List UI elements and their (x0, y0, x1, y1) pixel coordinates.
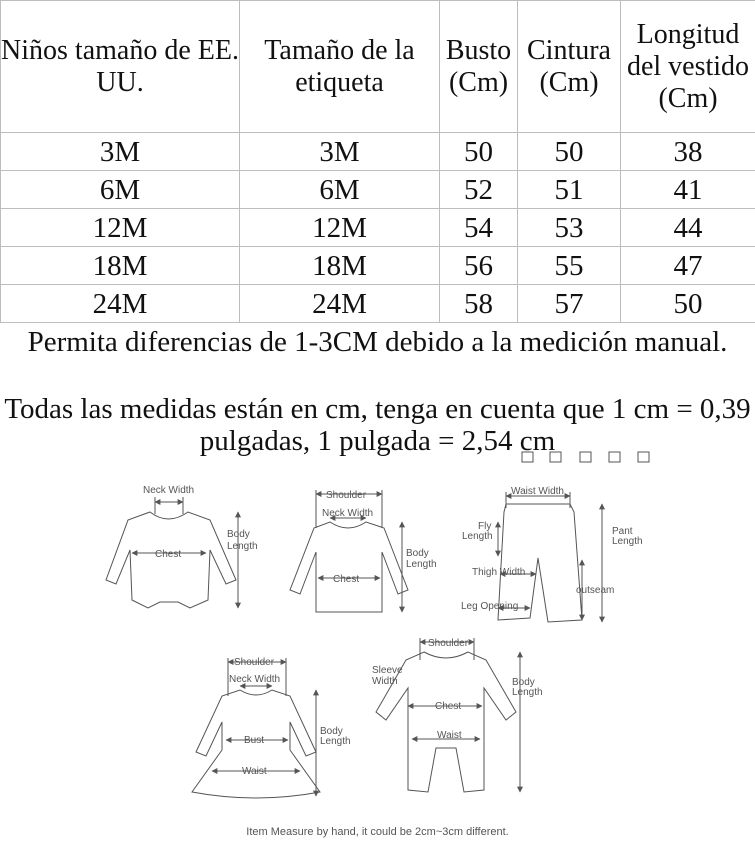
header-bust: Busto (Cm) (440, 1, 518, 133)
bodysuit-neck-width-label: Neck Width (143, 485, 195, 496)
pants-pant-length-label: Pant (612, 526, 633, 537)
dress-neck-width-label: Neck Width (229, 674, 281, 685)
pants-thigh-width-label: Thigh Width (472, 567, 526, 578)
cell-label-size: 18M (240, 247, 440, 285)
romper-waist-label: Waist (437, 730, 462, 741)
cell-waist: 51 (518, 171, 621, 209)
tolerance-note: Permita diferencias de 1-3CM debido a la medición manual. (27, 326, 728, 358)
shirt-body-length-label: Body (406, 548, 429, 559)
dress-body-length-label: Body (320, 726, 343, 737)
cell-us-size: 12M (1, 209, 240, 247)
dress-bust-label: Bust (244, 735, 265, 746)
table-row (1, 285, 755, 323)
cell-bust: 54 (440, 209, 518, 247)
pants-waist-width-label: Waist Width (511, 486, 564, 497)
pants-outseam-label: outseam (576, 585, 615, 596)
shirt-body-length-label: Length (406, 559, 437, 570)
pants-pant-length-label: Length (612, 536, 643, 547)
cell-label-size: 24M (240, 285, 440, 323)
pants-fly-length-label: Fly (478, 521, 492, 532)
bodysuit-chest-label: Chest (155, 549, 182, 560)
bodysuit-body-length-label: Length (227, 541, 258, 552)
cell-label-size: 12M (240, 209, 440, 247)
cell-waist: 57 (518, 285, 621, 323)
shirt-chest-label: Chest (333, 574, 360, 585)
header-waist: Cintura (Cm) (518, 1, 621, 133)
pants-fly-length-label: Length (462, 531, 493, 542)
shirt-neck-width-label: Neck Width (322, 508, 374, 519)
romper-diagram (376, 638, 520, 792)
pants-leg-opening-label: Leg Opening (461, 601, 519, 612)
table-row (1, 247, 755, 285)
header-label-size: Tamaño de la etiqueta (240, 1, 440, 133)
shirt-shoulder-label: Shoulder (326, 490, 367, 501)
table-row (1, 133, 755, 171)
cell-us-size: 3M (1, 133, 240, 171)
cell-label-size: 6M (240, 171, 440, 209)
cell-waist: 55 (518, 247, 621, 285)
dress-waist-label: Waist (242, 766, 267, 777)
header-dress-length: Longitud del vestido (Cm) (621, 1, 755, 133)
toolbar-icons (522, 452, 649, 462)
unit-conversion-note: Todas las medidas están en cm, tenga en cuenta que 1 cm = 0,39 pulgadas, 1 pulgada = 2,54 cm (4, 393, 751, 457)
cell-us-size: 6M (1, 171, 240, 209)
cell-waist: 50 (518, 133, 621, 171)
cell-dress-length: 44 (621, 209, 755, 247)
bodysuit-body-length-label: Body (227, 529, 250, 540)
cell-bust: 58 (440, 285, 518, 323)
measurement-footnote: Item Measure by hand, it could be 2cm~3cm different. (246, 826, 509, 838)
romper-sleeve-width-label: Width (372, 676, 398, 687)
cell-bust: 52 (440, 171, 518, 209)
cell-dress-length: 41 (621, 171, 755, 209)
cell-label-size: 3M (240, 133, 440, 171)
romper-shoulder-label: Shoulder (428, 638, 469, 649)
table-header-row (1, 1, 755, 133)
size-chart-table (0, 0, 755, 323)
table-row (1, 209, 755, 247)
cell-bust: 50 (440, 133, 518, 171)
cell-us-size: 24M (1, 285, 240, 323)
cell-waist: 53 (518, 209, 621, 247)
cell-dress-length: 47 (621, 247, 755, 285)
dress-shoulder-label: Shoulder (234, 657, 275, 668)
header-us-size: Niños tamaño de EE. UU. (1, 1, 240, 133)
cell-bust: 56 (440, 247, 518, 285)
measurement-diagrams (0, 450, 755, 820)
cell-dress-length: 38 (621, 133, 755, 171)
romper-body-length-label: Length (512, 687, 543, 698)
dress-body-length-label: Length (320, 736, 351, 747)
romper-chest-label: Chest (435, 701, 462, 712)
romper-body-length-label: Body (512, 677, 535, 688)
cell-dress-length: 50 (621, 285, 755, 323)
cell-us-size: 18M (1, 247, 240, 285)
romper-sleeve-width-label: Sleeve (372, 665, 403, 676)
table-row (1, 171, 755, 209)
